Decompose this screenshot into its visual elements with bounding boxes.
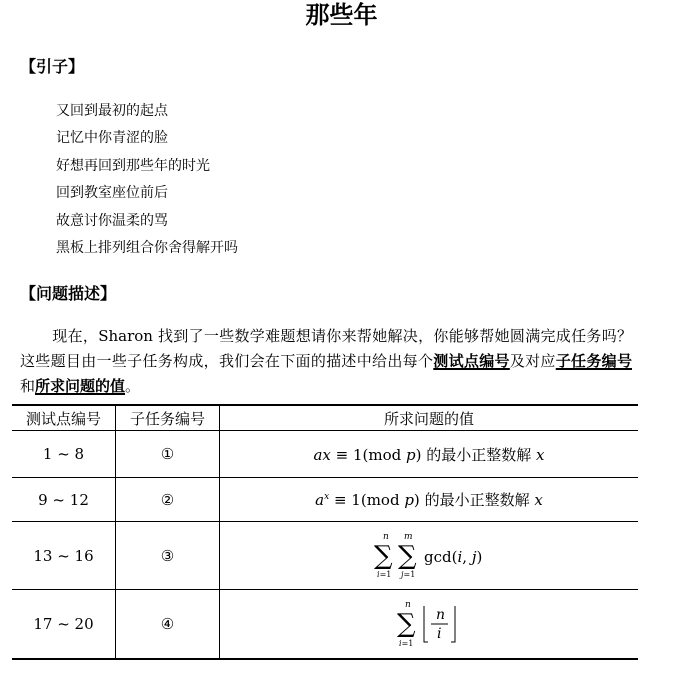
svg-text:i=1: i=1 xyxy=(377,569,392,579)
desc-text: 现在，Sharon 找到了一些数学难题想请你来帮她解决，你能够帮她圆满完成任务吗？这些题目由一些子任务构成，我们会在下面的描述中给出每个 xyxy=(20,327,632,370)
svg-text:n: n xyxy=(405,599,411,610)
formula-suffix: 的最小正整数解 xyxy=(426,445,532,464)
intro-heading: 【引子】 xyxy=(20,57,85,76)
poem xyxy=(56,98,238,262)
cell-subtask: ④ xyxy=(116,590,220,659)
header-subtask: 子任务编号 xyxy=(116,405,220,431)
poem-line: 又回到最初的起点 xyxy=(56,103,168,119)
cell-range: 13 ~ 16 xyxy=(12,522,116,590)
cell-range: 9 ~ 12 xyxy=(12,478,116,522)
cell-formula xyxy=(220,522,639,590)
svg-text:m: m xyxy=(404,531,413,542)
problem-heading: 【问题描述】 xyxy=(20,284,117,303)
table-row xyxy=(12,478,638,522)
cell-formula xyxy=(220,431,639,478)
svg-text:n: n xyxy=(383,531,389,542)
problem-description xyxy=(20,324,632,399)
desc-text: 及对应 xyxy=(509,352,556,370)
cell-subtask: ① xyxy=(116,431,220,478)
formula-gcd-sum xyxy=(374,530,484,582)
table-header-row xyxy=(12,405,638,431)
table-row xyxy=(12,431,638,478)
svg-text:n: n xyxy=(436,606,446,623)
subtask-table xyxy=(12,404,638,660)
formula-congruence-1: ax ≡ 1(mod p) xyxy=(313,445,422,464)
cell-formula xyxy=(220,590,639,659)
desc-bold-testpoint: 测试点编号 xyxy=(433,352,510,370)
cell-formula xyxy=(220,478,639,522)
poem-line: 故意讨你温柔的骂 xyxy=(56,212,168,229)
svg-text:i: i xyxy=(437,625,442,642)
header-value: 所求问题的值 xyxy=(220,405,639,431)
formula-var: x xyxy=(534,491,543,509)
page-title: 那些年 xyxy=(305,1,378,29)
desc-bold-value: 所求问题的值 xyxy=(35,377,126,395)
formula-suffix: 的最小正整数解 xyxy=(424,491,530,509)
formula-var: x xyxy=(536,445,545,464)
svg-text:∑: ∑ xyxy=(374,540,393,571)
svg-text:gcd(i, j): gcd(i, j) xyxy=(424,547,483,566)
poem-line: 好想再回到那些年的时光 xyxy=(56,157,210,174)
cell-subtask: ② xyxy=(116,478,220,522)
desc-bold-subtask: 子任务编号 xyxy=(555,352,632,370)
table-row xyxy=(12,522,638,590)
cell-subtask: ③ xyxy=(116,522,220,590)
cell-range: 17 ~ 20 xyxy=(12,590,116,659)
poem-line: 记忆中你青涩的脸 xyxy=(56,130,168,147)
svg-text:∑: ∑ xyxy=(398,540,417,571)
formula-floor-sum xyxy=(397,596,461,652)
svg-text:∑: ∑ xyxy=(397,608,416,639)
poem-line: 回到教室座位前后 xyxy=(56,185,168,202)
svg-text:i=1: i=1 xyxy=(399,638,414,648)
cell-range: 1 ~ 8 xyxy=(12,431,116,478)
desc-text: 。 xyxy=(125,377,141,395)
poem-line: 黑板上排列组合你舍得解开吗 xyxy=(56,239,238,256)
desc-text: 和 xyxy=(20,377,36,395)
table-row xyxy=(12,590,638,659)
header-testpoint: 测试点编号 xyxy=(12,405,116,431)
svg-text:j=1: j=1 xyxy=(401,569,416,579)
formula-congruence-2: $a^x \equiv 1(mod$ p) xyxy=(315,491,420,509)
